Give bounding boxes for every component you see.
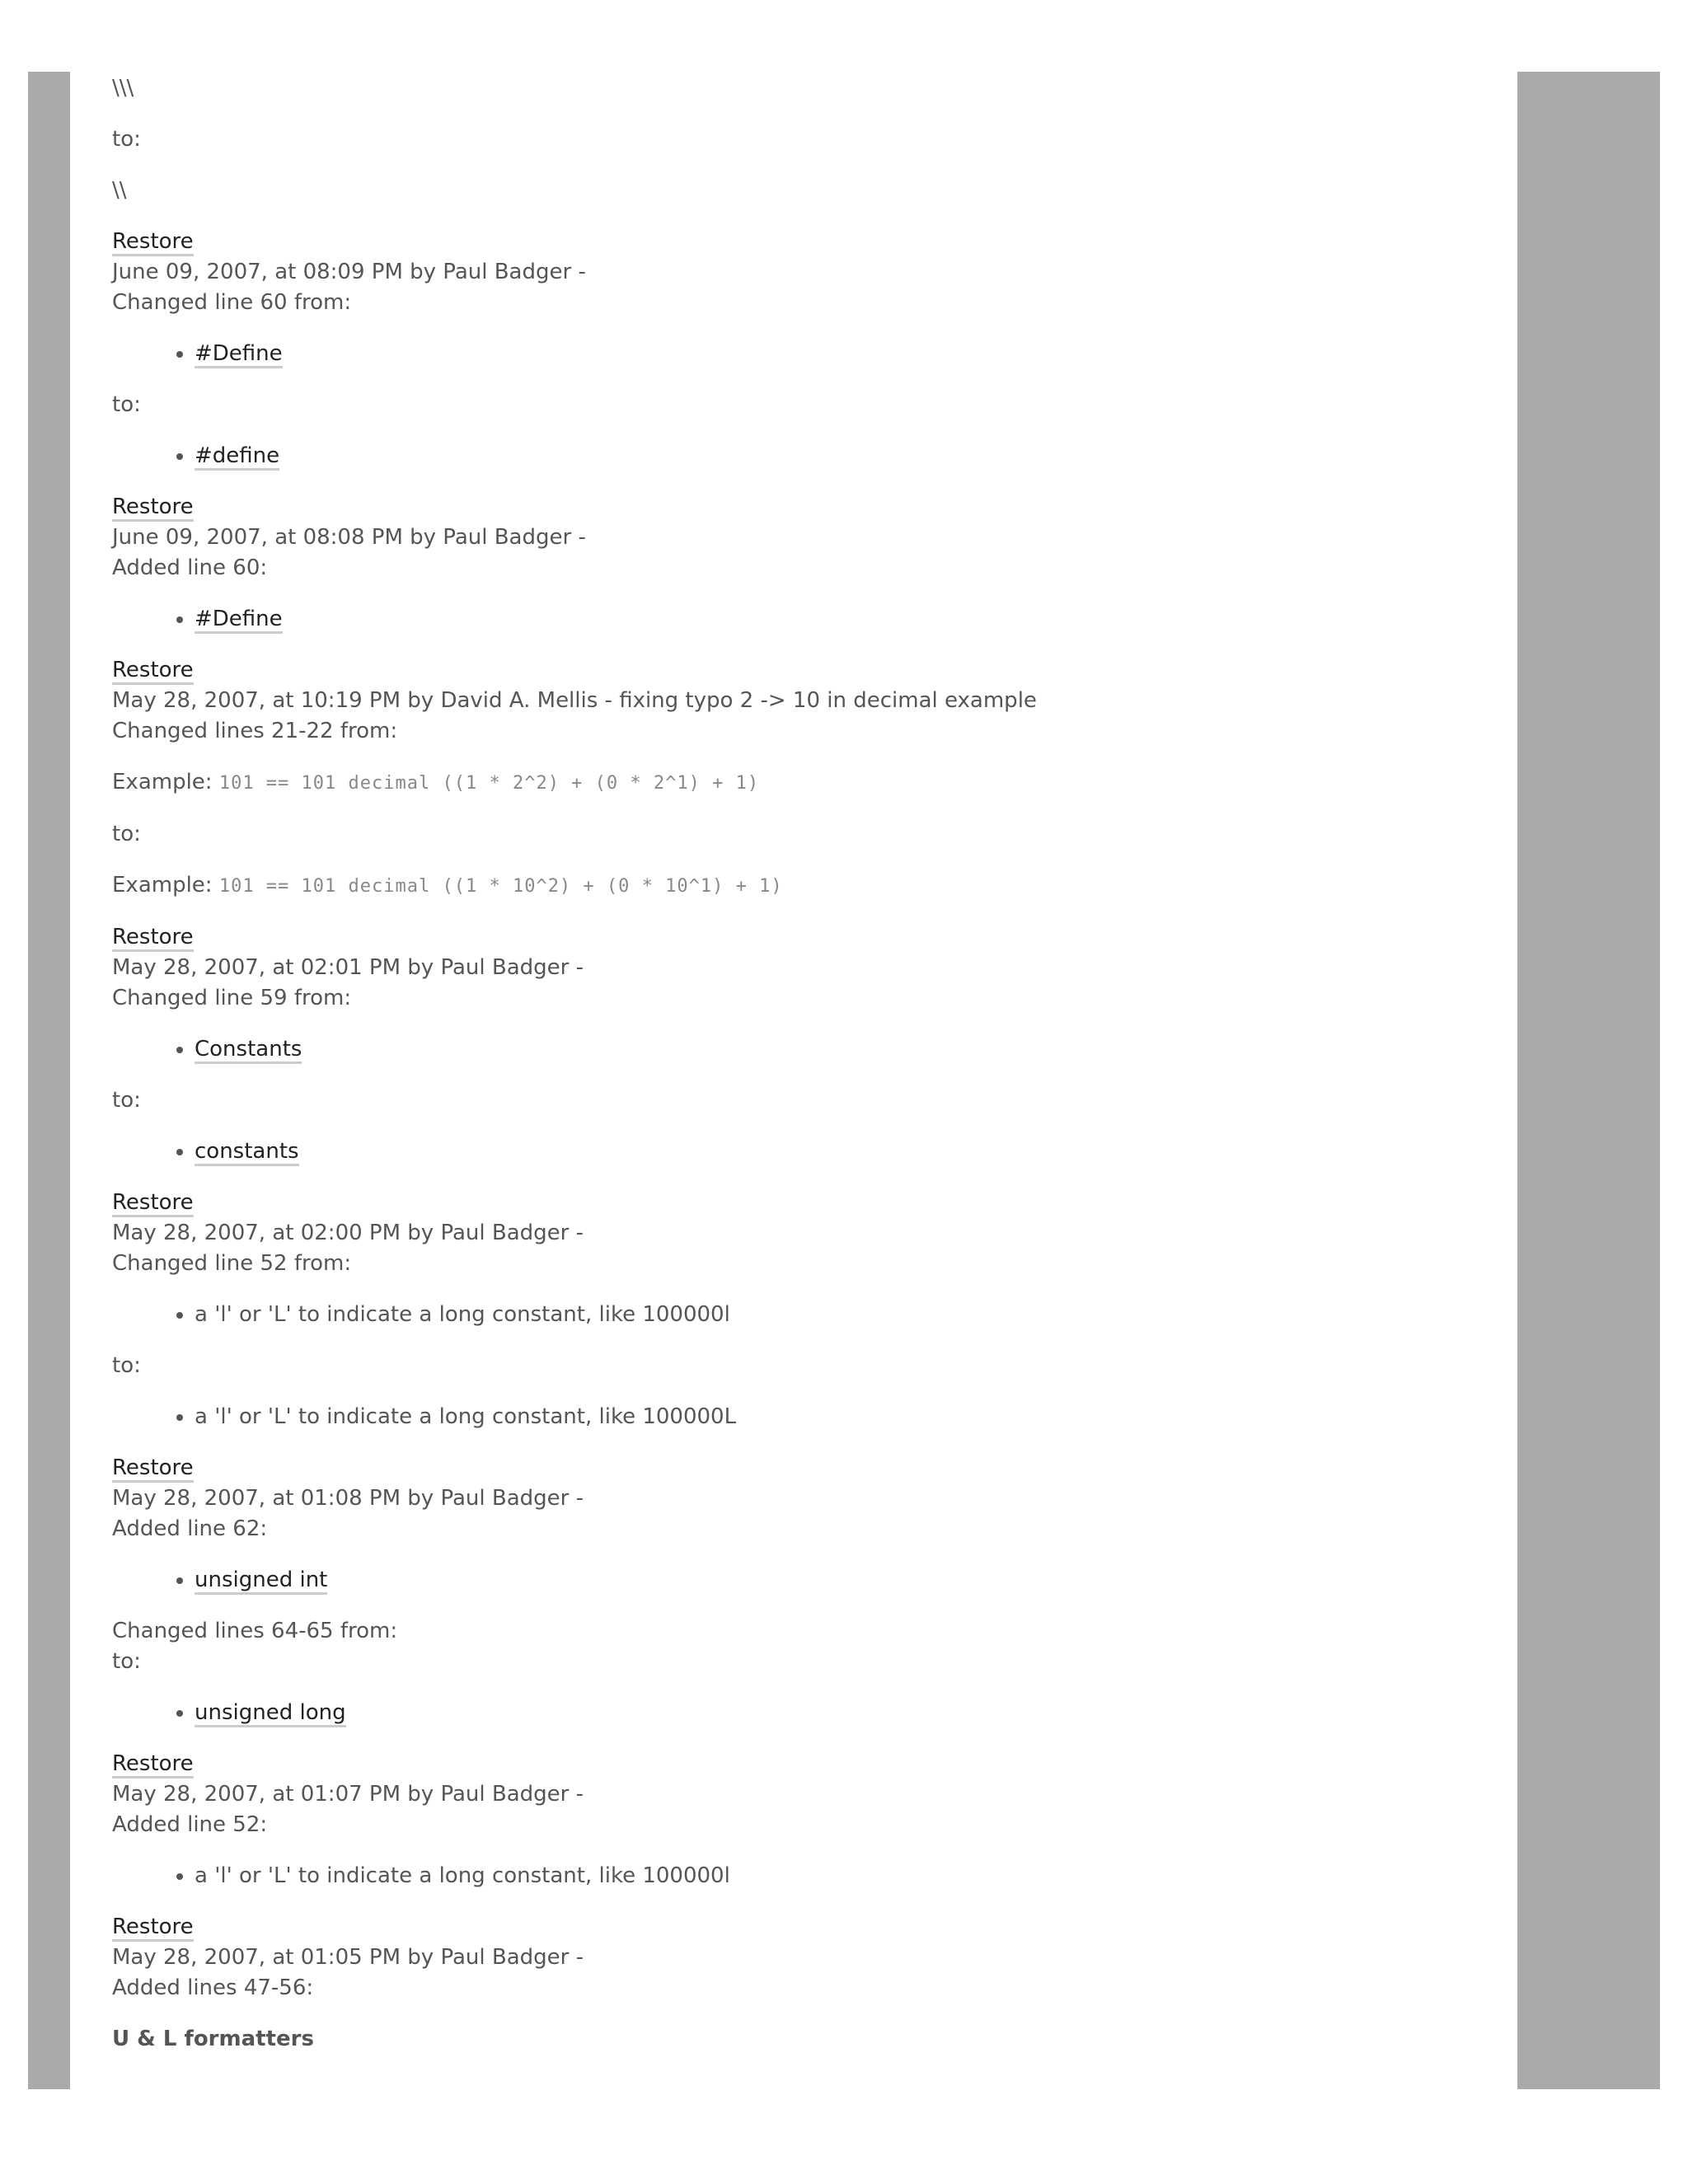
change-description: Changed lines 21-22 from: [112,719,398,743]
section-heading: U & L formatters [112,2027,314,2051]
wiki-link[interactable]: Constants [195,1037,302,1064]
diff-to-label: to: [112,1649,141,1674]
diff-to-label: to: [112,1353,141,1378]
restore-link[interactable]: Restore [112,1751,194,1779]
left-sidebar-bar [28,72,70,2089]
diff-to-label: to: [112,822,141,846]
diff-text: \\\ [112,76,134,101]
change-description: Added line 52: [112,1812,268,1837]
list-item: • a 'l' or 'L' to indicate a long constant, like 100000l [195,1300,1505,1330]
change-description: Added line 62: [112,1516,268,1541]
example-code: 101 == 101 decimal ((1 * 2^2) + (0 * 2^1) + 1) [218,773,760,794]
list-item: • a 'l' or 'L' to indicate a long constant, like 100000L [195,1402,1505,1432]
revision-entry [112,492,1505,583]
revision-entry [112,227,1505,318]
list-item: • a 'l' or 'L' to indicate a long constant, like 100000l [195,1861,1505,1891]
wiki-link[interactable]: #Define [195,607,283,634]
diff-list [112,604,1505,635]
list-item [195,339,1505,369]
wiki-link[interactable]: constants [195,1139,299,1166]
revision-meta: May 28, 2007, at 02:01 PM by Paul Badger - [112,955,584,980]
revision-meta: May 28, 2007, at 01:07 PM by Paul Badger - [112,1782,584,1807]
revision-entry [112,655,1505,747]
diff-to-label: to: [112,1088,141,1113]
diff-list [112,1698,1505,1728]
revision-entry [112,1453,1505,1544]
revision-meta: May 28, 2007, at 01:05 PM by Paul Badger - [112,1945,584,1970]
revision-entry [112,1188,1505,1279]
wiki-link[interactable]: unsigned long [195,1700,346,1727]
revision-entry [112,922,1505,1014]
list-item [195,1698,1505,1728]
example-label: Example: [112,770,213,794]
diff-example [112,767,1505,799]
diff-example [112,870,1505,902]
revision-meta: May 28, 2007, at 10:19 PM by David A. Mellis - fixing typo 2 -> 10 in decimal example [112,688,1037,713]
diff-list [112,1565,1505,1596]
revision-entry [112,1912,1505,2004]
diff-list [112,1300,1505,1330]
revision-meta: May 28, 2007, at 02:00 PM by Paul Badger - [112,1221,584,1245]
revision-meta: May 28, 2007, at 01:08 PM by Paul Badger - [112,1486,584,1511]
restore-link[interactable]: Restore [112,1915,194,1942]
right-sidebar-bar [1517,72,1660,2089]
list-item [195,441,1505,471]
restore-link[interactable]: Restore [112,658,194,685]
revision-meta: June 09, 2007, at 08:08 PM by Paul Badger - [112,525,586,550]
list-item [195,1034,1505,1065]
change-block [112,1616,1505,1677]
change-description: Added lines 47-56: [112,1975,314,2000]
list-item [195,604,1505,635]
restore-link[interactable]: Restore [112,494,194,522]
diff-list [112,1034,1505,1065]
page-history-content [112,73,1505,2055]
diff-list [112,339,1505,369]
diff-list [112,1402,1505,1432]
restore-link[interactable]: Restore [112,925,194,952]
list-item [195,1565,1505,1596]
diff-to-label: to: [112,392,141,417]
diff-list [112,441,1505,471]
change-description: Changed lines 64-65 from: [112,1619,398,1643]
wiki-link[interactable]: #Define [195,341,283,368]
restore-link[interactable]: Restore [112,1455,194,1483]
example-label: Example: [112,873,213,898]
diff-list [112,1861,1505,1891]
revision-meta: June 09, 2007, at 08:09 PM by Paul Badger - [112,260,586,284]
change-description: Changed line 59 from: [112,986,352,1010]
diff-to-label: to: [112,127,141,152]
restore-link[interactable]: Restore [112,1190,194,1217]
change-description: Changed line 60 from: [112,290,352,315]
change-description: Added line 60: [112,555,268,580]
wiki-link[interactable]: unsigned int [195,1568,327,1595]
wiki-link[interactable]: #define [195,443,279,471]
example-code: 101 == 101 decimal ((1 * 10^2) + (0 * 10^1) + 1) [218,876,783,897]
diff-list [112,1137,1505,1167]
revision-entry [112,1749,1505,1840]
diff-text: \\ [112,178,127,203]
change-description: Changed line 52 from: [112,1251,352,1276]
restore-link[interactable]: Restore [112,229,194,256]
list-item [195,1137,1505,1167]
